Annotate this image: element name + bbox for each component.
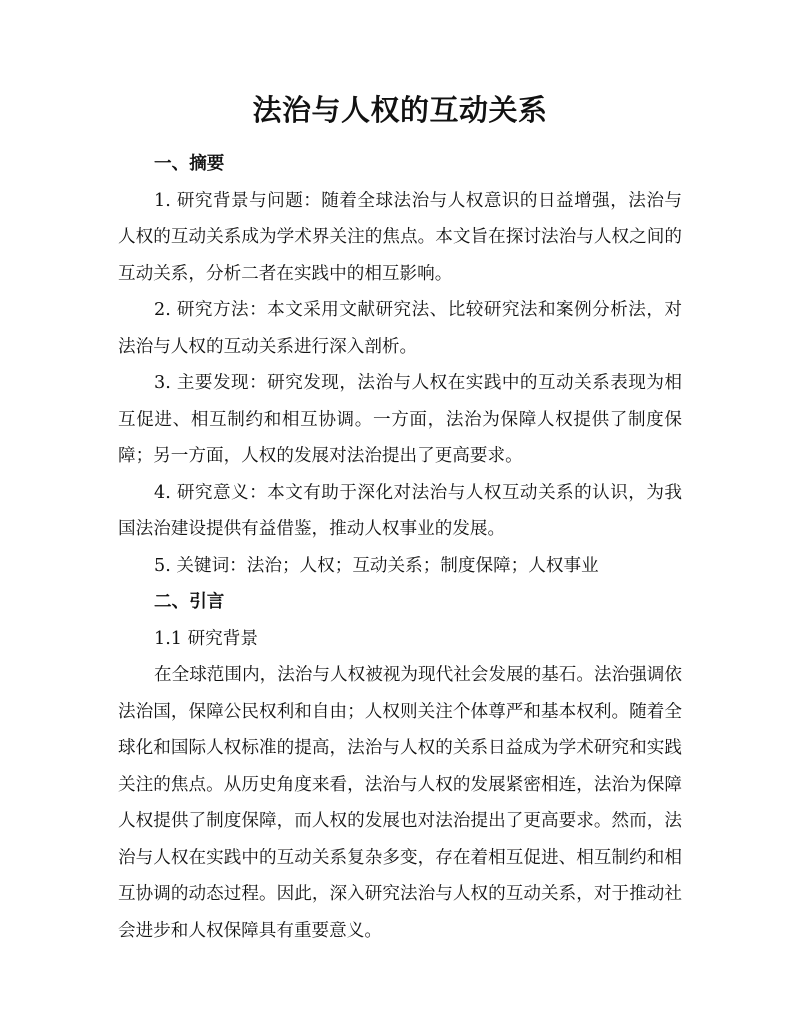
- abstract-item-method: 2. 研究方法：本文采用文献研究法、比较研究法和案例分析法，对法治与人权的互动关系进行深入剖析。: [118, 300, 682, 357]
- abstract-item-findings: 3. 主要发现：研究发现，法治与人权在实践中的互动关系表现为相互促进、相互制约和相互协调。一方面，法治为保障人权提供了制度保障；另一方面，人权的发展对法治提出了更高要求。: [118, 373, 682, 466]
- abstract-item-keywords: 5. 关键词：法治；人权；互动关系；制度保障；人权事业: [154, 555, 599, 576]
- document-title: 法治与人权的互动关系: [252, 93, 548, 127]
- introduction-heading: 二、引言: [154, 592, 225, 612]
- research-background-paragraph: 在全球范围内，法治与人权被视为现代社会发展的基石。法治强调依法治国，保障公民权利和自由；人权则关注个体尊严和基本权利。随着全球化和国际人权标准的提高，法治与人权的关系日益成为学术研究和实践关注的焦点。从历史角度来看，法治与人权的发展紧密相连，法治为保障人权提供了制度保障，而人权的发展也对法治提出了更高要求。然而，法治与人权在实践中的互动关系复杂多变，存在着相互促进、相互制约和相互协调的动态过程。因此，深入研究法治与人权的互动关系，对于推动社会进步和人权保障具有重要意义。: [118, 665, 682, 941]
- abstract-item-significance: 4. 研究意义：本文有助于深化对法治与人权互动关系的认识，为我国法治建设提供有益借鉴，推动人权事业的发展。: [118, 482, 682, 539]
- abstract-item-background: 1. 研究背景与问题：随着全球法治与人权意识的日益增强，法治与人权的互动关系成为学术界关注的焦点。本文旨在探讨法治与人权之间的互动关系，分析二者在实践中的相互影响。: [118, 190, 682, 284]
- document-body: [118, 146, 682, 949]
- research-background-subheading: 1.1 研究背景: [154, 628, 258, 649]
- abstract-heading: 一、摘要: [154, 154, 225, 174]
